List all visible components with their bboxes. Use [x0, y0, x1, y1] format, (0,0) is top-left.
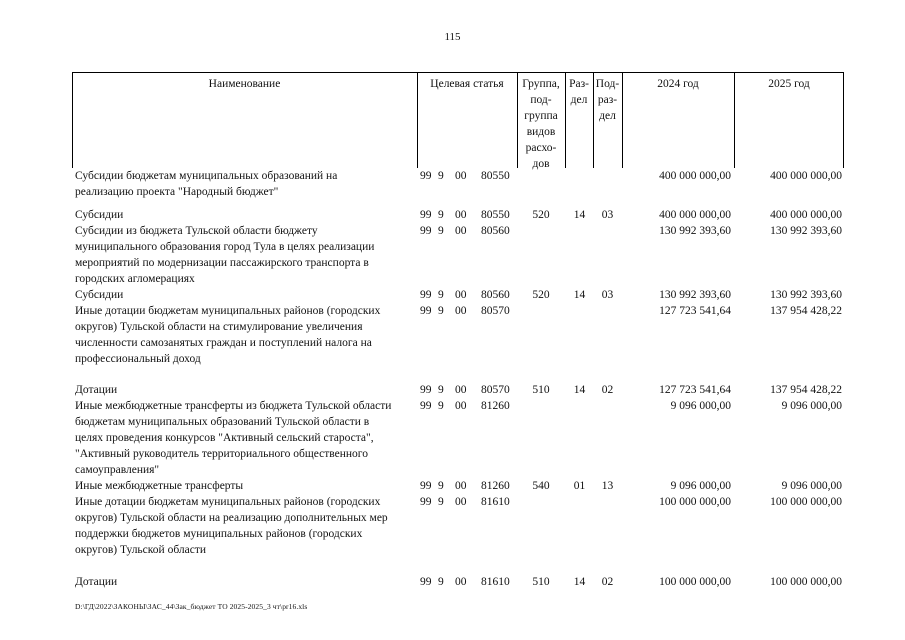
row-amount-2024: 130 992 393,60 — [659, 225, 731, 237]
row-subsection: 03 — [601, 289, 614, 301]
row-section: 14 — [573, 384, 586, 396]
row-amount-2025: 100 000 000,00 — [770, 496, 842, 508]
row-name: Дотации — [75, 384, 118, 396]
row-name: Субсидии бюджетам муниципальных образований на реализацию проекта "Народный бюджет" — [75, 170, 338, 198]
row-amount-2024: 127 723 541,64 — [659, 305, 731, 317]
row-section: 14 — [573, 576, 586, 588]
row-section: 01 — [573, 480, 586, 492]
row-amount-2025: 130 992 393,60 — [770, 289, 842, 301]
row-section: 14 — [573, 289, 586, 301]
row-amount-2025: 9 096 000,00 — [781, 480, 842, 492]
row-name: Субсидии из бюджета Тульской области бюджету муниципального образования город Тула в целях реализации мероприятий по модернизации пассажирского транспорта в городских агломерациях — [75, 225, 375, 285]
header-target: Целевая статья — [430, 78, 504, 90]
row-amount-2025: 137 954 428,22 — [770, 305, 842, 317]
row-group: 520 — [532, 289, 550, 301]
row-name: Иные межбюджетные трансферты — [75, 480, 244, 492]
row-name: Иные дотации бюджетам муниципальных районов (городских округов) Тульской области на реализацию дополнительных мер поддержки бюджетов муниципальных районов (городских округов) Тульской области — [75, 496, 388, 556]
row-amount-2025: 130 992 393,60 — [770, 225, 842, 237]
row-section: 14 — [573, 209, 586, 221]
header-section: Раз- дел — [569, 78, 589, 106]
row-amount-2025: 400 000 000,00 — [770, 170, 842, 182]
file-path-footer: D:\ГД\2022\ЗАКОНЫ\ЗАС_44\Зак_бюджет ТО 2025-2025_3 чт\pr16.xls — [75, 602, 308, 611]
row-name: Субсидии — [75, 289, 124, 301]
header-group: Группа, под- группа видов расхо- дов — [522, 78, 560, 170]
row-amount-2024: 9 096 000,00 — [670, 480, 731, 492]
header-2025: 2025 год — [768, 78, 810, 90]
row-group: 520 — [532, 209, 550, 221]
row-group: 540 — [532, 480, 550, 492]
row-amount-2024: 100 000 000,00 — [659, 496, 731, 508]
row-group: 510 — [532, 576, 550, 588]
header-2024: 2024 год — [657, 78, 699, 90]
row-name: Иные межбюджетные трансферты из бюджета Тульской области бюджетам муниципальных образований Тульской области в целях проведения конкурсов "Активный сельский староста", "Активный руководитель территориального общественного самоуправления" — [75, 400, 392, 476]
row-amount-2025: 400 000 000,00 — [770, 209, 842, 221]
row-name: Субсидии — [75, 209, 124, 221]
header-subsection: Под- раз- дел — [595, 78, 620, 122]
row-name: Дотации — [75, 576, 118, 588]
row-subsection: 02 — [601, 576, 614, 588]
row-subsection: 03 — [601, 209, 614, 221]
row-amount-2024: 127 723 541,64 — [659, 384, 731, 396]
row-subsection: 13 — [601, 480, 614, 492]
page-number: 115 — [444, 31, 461, 43]
row-amount-2024: 9 096 000,00 — [670, 400, 731, 412]
row-amount-2025: 9 096 000,00 — [781, 400, 842, 412]
row-amount-2024: 400 000 000,00 — [659, 170, 731, 182]
row-amount-2025: 100 000 000,00 — [770, 576, 842, 588]
row-amount-2025: 137 954 428,22 — [770, 384, 842, 396]
row-amount-2024: 400 000 000,00 — [659, 209, 731, 221]
header-name: Наименование — [208, 78, 281, 90]
row-group: 510 — [532, 384, 550, 396]
row-name: Иные дотации бюджетам муниципальных районов (городских округов) Тульской области на стимулирование увеличения численности самозанятых граждан и поступлений налога на профессиональный доход — [75, 305, 381, 365]
row-amount-2024: 130 992 393,60 — [659, 289, 731, 301]
row-subsection: 02 — [601, 384, 614, 396]
row-amount-2024: 100 000 000,00 — [659, 576, 731, 588]
